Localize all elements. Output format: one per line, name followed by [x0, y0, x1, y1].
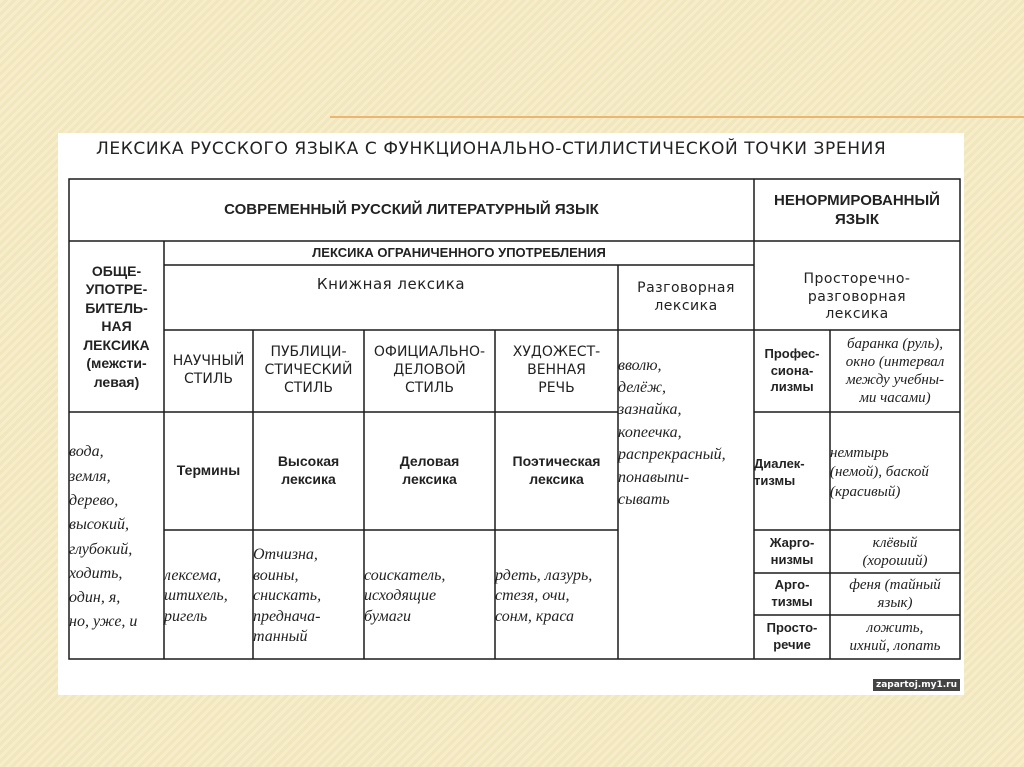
examples-artistic	[495, 530, 618, 659]
text-line: но, уже, и	[69, 613, 138, 631]
text-line: (межсти-	[86, 355, 147, 372]
text-line: распрекрасный,	[618, 446, 726, 464]
examples-official	[364, 530, 495, 659]
text-line: речие	[773, 637, 811, 652]
text-line: Деловая	[399, 453, 460, 470]
style-artistic	[495, 330, 618, 412]
text-line: СТИЛЬ	[284, 379, 333, 396]
vernacular-label-dialectisms	[754, 412, 830, 530]
lexis-terms: Термины	[176, 462, 241, 479]
lexis-high	[253, 412, 364, 530]
text-line: немтырь	[830, 445, 889, 462]
text-line: сонм, краса	[495, 607, 575, 625]
text-line: воины,	[253, 566, 299, 584]
text-line: бумаги	[364, 607, 411, 625]
text-line: Просто-	[766, 620, 818, 636]
text-line: лексика	[529, 471, 584, 487]
text-line: тизмы	[754, 473, 796, 488]
text-line: Профес-	[764, 346, 820, 362]
text-line: Жарго-	[769, 534, 815, 550]
text-line: ХУДОЖЕСТ-	[512, 344, 601, 361]
text-line: НАУЧНЫЙ	[172, 353, 245, 370]
text-line: соискатель,	[364, 566, 446, 584]
text-line: (немой), баской	[830, 464, 929, 481]
header-bookish-lexis: Книжная лексика	[316, 275, 466, 294]
text-line: ДЕЛОВОЙ	[393, 362, 466, 379]
text-line: Диалек-	[754, 456, 805, 472]
text-line: лексика	[654, 297, 718, 314]
text-line: штихель,	[164, 587, 228, 605]
text-line: ригель	[164, 607, 208, 625]
text-line: окно (интервал	[845, 354, 945, 370]
vernacular-example-argotisms	[830, 573, 960, 615]
header-literary-language: СОВРЕМЕННЫЙ РУССКИЙ ЛИТЕРАТУРНЫЙ ЯЗЫК	[224, 201, 599, 219]
text-line: СТИЛЬ	[184, 371, 233, 387]
text-line: лизмы	[770, 379, 814, 395]
text-line: НАЯ	[101, 318, 132, 335]
style-official	[364, 330, 495, 412]
text-line: ВЕННАЯ	[527, 362, 586, 379]
text-line: ихний, лопать	[849, 638, 941, 654]
vernacular-example-dialectisms	[830, 412, 960, 530]
vernacular-label-professionalisms	[754, 330, 830, 412]
text-line: лексика	[281, 471, 336, 487]
text-line: ОБЩЕ-	[91, 262, 142, 279]
vernacular-example-professionalisms	[830, 330, 960, 412]
text-line: ПУБЛИЦИ-	[270, 344, 347, 361]
text-line: зазнайка,	[618, 401, 682, 419]
text-line: сывать	[618, 490, 670, 508]
lexis-poetic	[495, 412, 618, 530]
text-line: баранка (руль),	[846, 336, 944, 352]
text-line: вволю,	[618, 356, 662, 374]
text-line: феня (тайный	[849, 577, 941, 593]
text-line: ОФИЦИАЛЬНО-	[373, 344, 486, 361]
text-line: Просторечно-	[803, 270, 911, 287]
vernacular-example-vernacular	[830, 615, 960, 659]
text-line: рдеть, лазурь,	[495, 566, 593, 584]
vernacular-label-vernacular	[754, 615, 830, 659]
text-line: ЛЕКСИКА	[83, 336, 150, 353]
text-line: Поэтическая	[512, 453, 601, 470]
text-line: ходить,	[69, 564, 123, 582]
text-line: вода,	[69, 443, 104, 461]
text-line: (хороший)	[862, 552, 928, 569]
text-line: понавыпи-	[618, 468, 690, 486]
watermark: zapartoj.my1.ru	[873, 679, 960, 691]
text-line: (красивый)	[830, 483, 901, 500]
text-line: стезя, очи,	[495, 587, 570, 605]
examples-scientific	[164, 530, 253, 659]
page-title: ЛЕКСИКА РУССКОГО ЯЗЫКА С ФУНКЦИОНАЛЬНО-СТИЛИСТИЧЕСКОЙ ТОЧКИ ЗРЕНИЯ	[96, 139, 887, 159]
text-line: делёж,	[618, 379, 666, 397]
text-line: низмы	[770, 551, 814, 567]
text-line: Арго-	[774, 577, 810, 593]
text-line: тизмы	[771, 594, 813, 609]
text-line: разговорная	[807, 288, 907, 305]
text-line: глубокий,	[69, 540, 133, 558]
text-line: левая)	[93, 373, 140, 390]
text-line: СТИЛЬ	[405, 379, 454, 396]
header-nonstandard-language	[754, 179, 960, 241]
text-line: между учебны-	[845, 372, 945, 388]
text-line: исходящие	[364, 587, 437, 605]
text-line: УПОТРЕ-	[85, 281, 148, 298]
text-line: высокий,	[69, 516, 129, 534]
examples-colloquial	[618, 330, 754, 530]
text-line: Разговорная	[637, 279, 735, 296]
text-line: преднача-	[253, 607, 321, 625]
text-line: лексика	[402, 471, 457, 487]
text-line: сиона-	[770, 362, 814, 378]
text-line: танный	[253, 628, 308, 646]
text-line: земля,	[69, 467, 111, 485]
vernacular-example-jargonisms	[830, 530, 960, 573]
header-common-lexis	[69, 241, 164, 412]
text-line: язык)	[877, 595, 913, 611]
text-line: копеечка,	[618, 423, 682, 441]
text-line: снискать,	[253, 587, 322, 605]
header-vernacular-lexis	[754, 265, 960, 330]
text-line: клёвый	[872, 534, 918, 551]
text-line: РЕЧЬ	[538, 379, 575, 396]
vernacular-label-jargonisms	[754, 530, 830, 573]
lexis-business	[364, 412, 495, 530]
text-line: ложить,	[866, 620, 924, 636]
text-line: СТИЧЕСКИЙ	[264, 362, 353, 379]
text-line: Отчизна,	[253, 546, 318, 564]
text-line: дерево,	[69, 491, 119, 509]
text-line: лексема,	[164, 566, 222, 584]
text-line: один, я,	[69, 589, 121, 607]
examples-common	[69, 412, 164, 659]
examples-journalistic	[253, 530, 364, 659]
text-line: ми часами)	[859, 390, 931, 406]
text-line: БИТЕЛЬ-	[85, 299, 148, 316]
header-colloquial-lexis	[618, 265, 754, 330]
text-line: лексика	[825, 306, 889, 323]
header-nonstandard-line: НЕНОРМИРОВАННЫЙ	[774, 191, 940, 209]
text-line: Высокая	[277, 453, 340, 470]
style-journalistic	[253, 330, 364, 412]
style-scientific	[164, 330, 253, 412]
header-nonstandard-line: ЯЗЫК	[834, 211, 880, 228]
vernacular-label-argotisms	[754, 573, 830, 615]
header-limited-use-lexis: ЛЕКСИКА ОГРАНИЧЕННОГО УПОТРЕБЛЕНИЯ	[312, 244, 606, 260]
